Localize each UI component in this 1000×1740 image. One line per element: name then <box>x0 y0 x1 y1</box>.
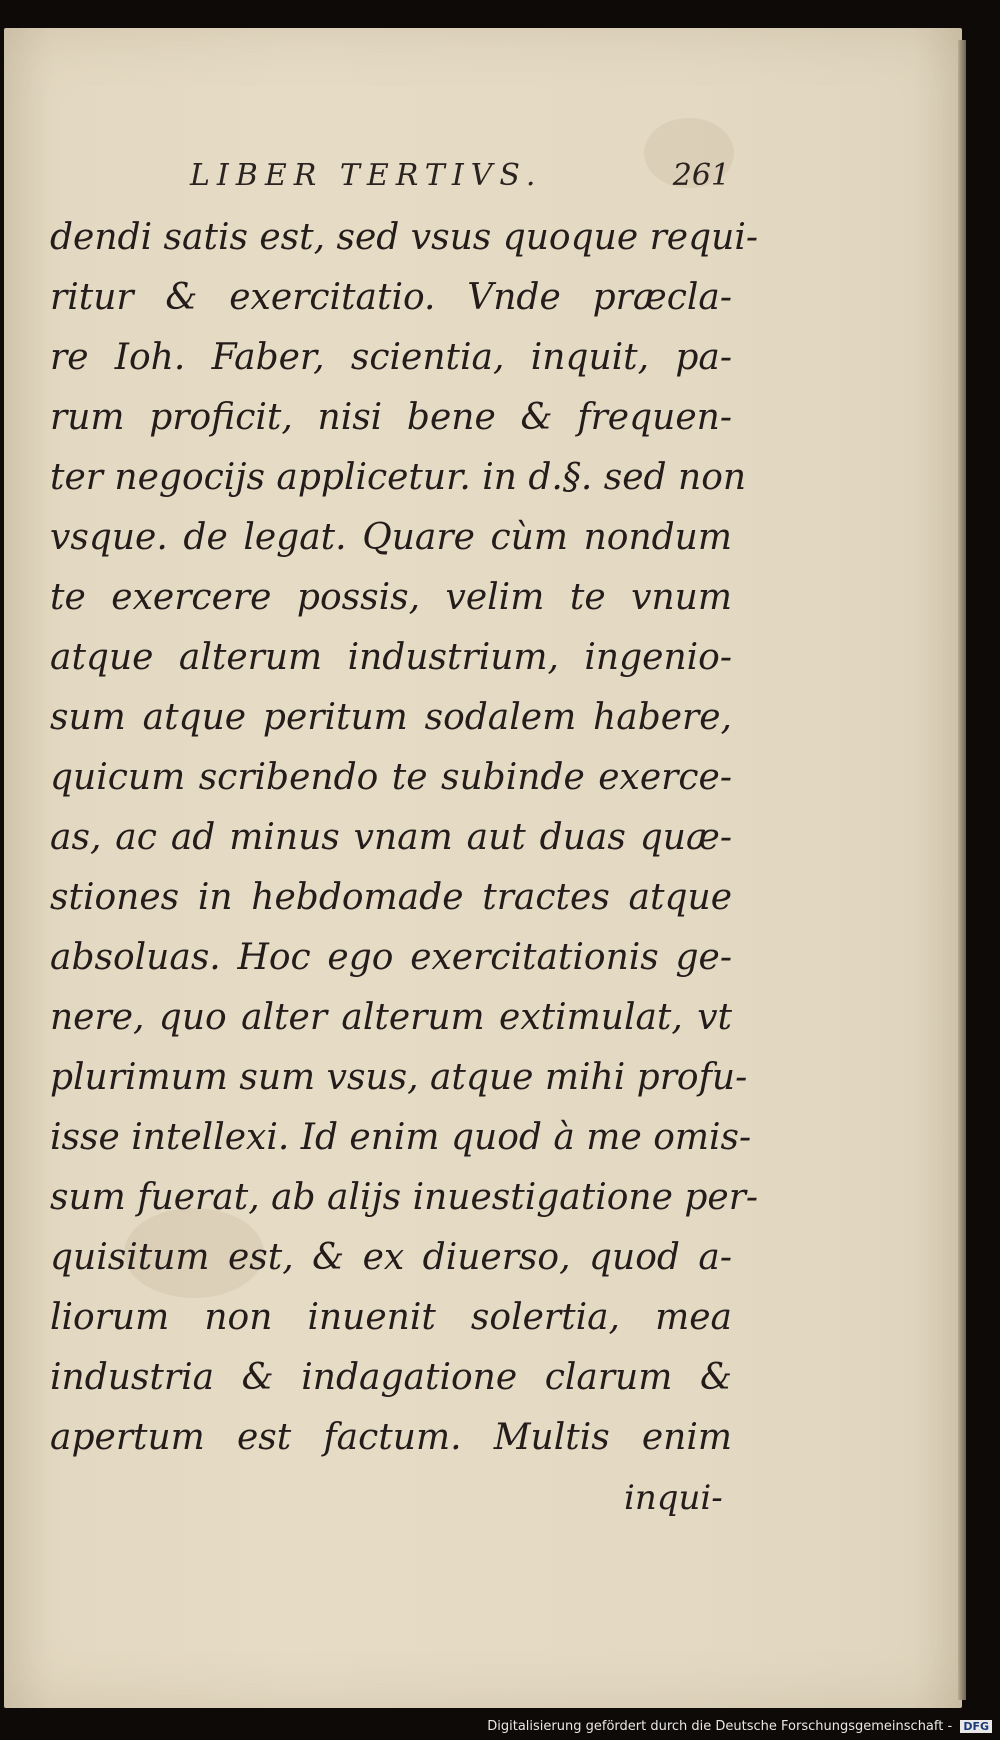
catchword: inqui- <box>624 1478 723 1518</box>
page-number: 261 <box>672 158 730 193</box>
digitization-credit <box>487 1719 992 1734</box>
text-line: quisitum est, & ex diuerso, quod a- <box>50 1237 732 1278</box>
text-line: liorum non inuenit solertia, mea <box>50 1297 732 1338</box>
book-page <box>4 28 962 1708</box>
text-line: atque alterum industrium, ingenio- <box>50 637 732 678</box>
text-line: sum fuerat, ab alijs inuestigatione per- <box>50 1177 759 1218</box>
text-line: isse intellexi. Id enim quod à me omis- <box>50 1117 752 1158</box>
text-line: nere, quo alter alterum extimulat, vt <box>50 997 732 1038</box>
text-line: dendi satis est, sed vsus quoque requi- <box>50 217 758 258</box>
credit-text: Digitalisierung gefördert durch die Deutsche Forschungsgemeinschaft - <box>487 1719 953 1734</box>
text-line: vsque. de legat. Quare cùm nondum <box>50 517 732 558</box>
text-line: re Ioh. Faber, scientia, inquit, pa- <box>50 337 732 378</box>
text-line: ritur & exercitatio. Vnde præcla- <box>50 277 732 318</box>
text-line: ter negocijs applicetur. in d.§. sed non <box>50 457 747 498</box>
running-head: LIBER TERTIVS. <box>190 158 543 193</box>
dfg-logo: DFG <box>960 1720 992 1733</box>
text-line: stiones in hebdomade tractes atque <box>50 877 732 918</box>
text-line: rum proficit, nisi bene & frequen- <box>50 397 732 438</box>
text-line: plurimum sum vsus, atque mihi profu- <box>50 1057 748 1098</box>
text-line: quicum scribendo te subinde exerce- <box>50 757 732 798</box>
text-line: te exercere possis, velim te vnum <box>50 577 732 618</box>
body-text <box>50 208 759 1468</box>
text-line: sum atque peritum sodalem habere, <box>50 697 732 738</box>
page-header <box>190 158 730 208</box>
page-edge <box>958 40 966 1700</box>
text-line: apertum est factum. Multis enim <box>50 1417 732 1458</box>
text-line: absoluas. Hoc ego exercitationis ge- <box>50 937 732 978</box>
text-line: industria & indagatione clarum & <box>50 1357 732 1398</box>
text-line: as, ac ad minus vnam aut duas quæ- <box>50 817 732 858</box>
